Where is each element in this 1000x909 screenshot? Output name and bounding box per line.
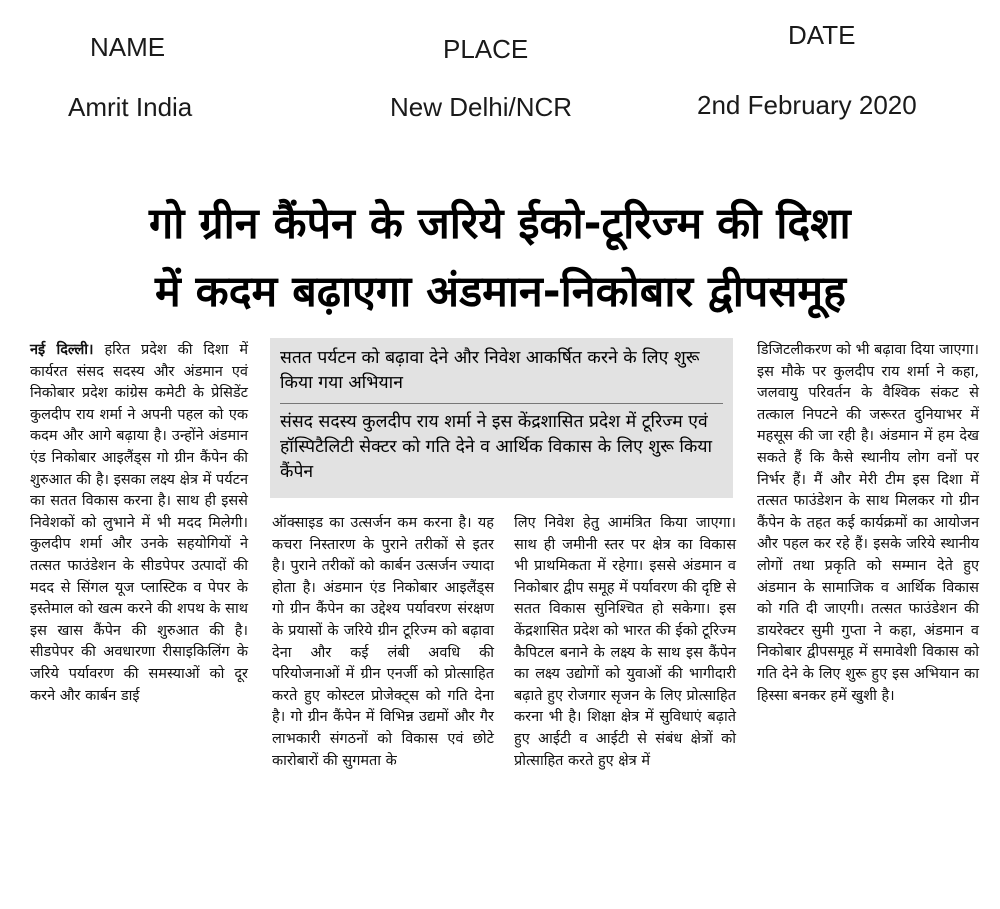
article-column-3 — [514, 513, 736, 772]
column-2-text: ऑक्साइड का उत्सर्जन कम करना है। यह कचरा निस्तारण के पुराने तरीकों से इतर है। पुराने तरीकों को कार्बन उत्सर्जन ज्यादा होता है। अंडमान एंड निकोबार आइलैंड्स गो ग्रीन कैंपेन का उद्देश्य पर्यावरण संरक्षण के प्रयासों के जरिये ग्रीन टूरिज्म को बढ़ावा देना और कई लंबी अवधि की परियोजनाओं में ग्रीन एनर्जी को प्रोत्साहित करते हुए कोस्टल प्रोजेक्ट्स को गति देना है। गो ग्रीन कैंपेन में विभिन्न उद्यमों और गैर लाभकारी संगठनों को विकास एवं छोटे कारोबारों की सुगमता के — [272, 515, 494, 769]
highlight-subheading-2: संसद सदस्य कुलदीप राय शर्मा ने इस केंद्रशासित प्रदेश में टूरिज्म एवं हॉस्पिटैलिटी सेक्टर को गति देने व आर्थिक विकास के लिए शुरू किया कैंपेन — [280, 412, 713, 482]
article-column-4 — [757, 340, 979, 707]
date-value: 2nd February 2020 — [697, 90, 917, 120]
highlight-subheading-1: सतत पर्यटन को बढ़ावा देने और निवेश आकर्षित करने के लिए शुरू किया गया अभियान — [280, 348, 700, 393]
place-label: PLACE — [443, 34, 529, 64]
date-label: DATE — [788, 20, 856, 50]
headline-line-1: गो ग्रीन कैंपेन के जरिये ईको-टूरिज्म की दिशा — [149, 199, 851, 249]
highlight-divider — [280, 403, 723, 404]
article-column-1 — [30, 340, 248, 707]
column-1-text: हरित प्रदेश की दिशा में कार्यरत संसद सदस्य और अंडमान एवं निकोबार प्रदेश कांग्रेस कमेटी के प्रेसिडेंट कुलदीप राय शर्मा ने अपनी पहल को एक कदम और आगे बढ़ाया है। उन्होंने अंडमान एंड निकोबार आइलैंड्स गो ग्रीन कैंपेन की शुरुआत की है। इसका लक्ष्य क्षेत्र में पर्यटन का सतत विकास करना है। साथ ही इससे निवेशकों को लुभाने में भी मदद मिलेगी। कुलदीप शर्मा और उनके सहयोगियों ने तत्सत फाउंडेशन के सीडपेपर उत्पादों की मदद से सिंगल यूज प्लास्टिक व पेपर के इस्तेमाल को खत्म करने की शपथ के साथ इस खास कैंपेन की शुरुआत की है। सीडपेपर की अवधारणा रीसाइकिलिंग के जरिये पर्यावरण की समस्याओं को दूर करने और कार्बन डाई — [30, 342, 249, 704]
headline-line-2: में कदम बढ़ाएगा अंडमान-निकोबार द्वीपसमूह — [155, 267, 846, 317]
dateline: नई दिल्ली। — [30, 342, 94, 358]
name-label: NAME — [90, 32, 166, 62]
name-value: Amrit India — [68, 92, 193, 122]
highlight-box — [270, 338, 733, 498]
column-4-text: डिजिटलीकरण को भी बढ़ावा दिया जाएगा। इस मौके पर कुलदीप राय शर्मा ने कहा, जलवायु परिवर्तन के वैश्विक संकट से तत्काल निपटने की जरूरत दुनियाभर में महसूस की जा रही है। अंडमान में हम देख सकते हैं कि कैसे स्थानीय लोग वनों पर निर्भर हैं। मैं और मेरी टीम इस दिशा में तत्सत फाउंडेशन के साथ मिलकर गो ग्रीन कैंपेन के तहत कई कार्यक्रमों का आयोजन और पहल कर रहे हैं। इसके जरिये स्थानीय लोगों तथा प्रकृति को सम्मान देते हुए अंडमान के सामाजिक व आर्थिक विकास को गति दी जाएगी। तत्सत फाउंडेशन की डायरेक्टर सुमी गुप्ता ने कहा, अंडमान व निकोबार द्वीपसमूह में समावेशी विकास को गति देने के लिए शुरू हुए इस अभियान का हिस्सा बनकर हमें खुशी है। — [757, 342, 979, 704]
column-3-text: लिए निवेश हेतु आमंत्रित किया जाएगा। साथ ही जमीनी स्तर पर क्षेत्र का विकास भी प्राथमिकता में रहेगा। इससे अंडमान व निकोबार द्वीप समूह में पर्यावरण की दृष्टि से सतत विकास सुनिश्चित हो सकेगा। इस केंद्रशासित प्रदेश को भारत की ईको टूरिज्म कैपिटल बनाने के लक्ष्य के साथ इस कैंपेन का लक्ष्य उद्योगों को युवाओं की भागीदारी बढ़ाते हुए रोजगार सृजन के लिए प्रोत्साहित करना भी है। शिक्षा क्षेत्र में सुविधाएं बढ़ाते हुए आईटी व आईटी से संबंध क्षेत्रों को प्रोत्साहित करते हुए क्षेत्र में — [514, 515, 736, 769]
article-column-2 — [272, 513, 494, 772]
place-value: New Delhi/NCR — [390, 92, 573, 122]
